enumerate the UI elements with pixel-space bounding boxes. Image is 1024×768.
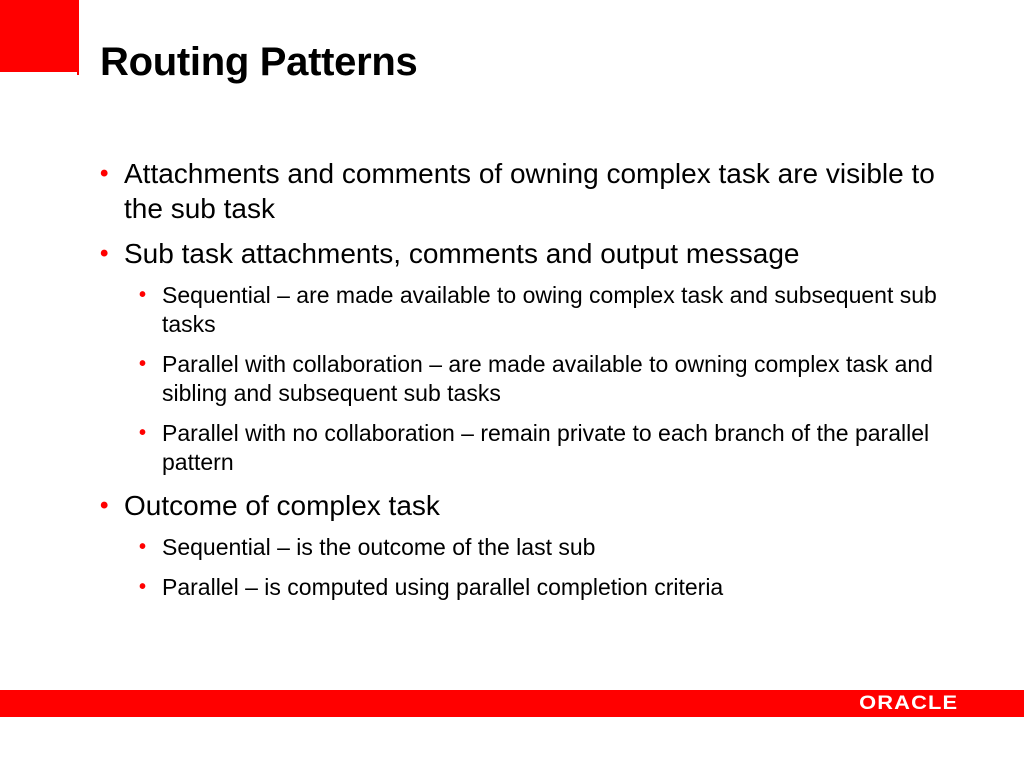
corner-accent-line xyxy=(77,0,79,75)
bullet-text: Sub task attachments, comments and output message xyxy=(124,238,800,269)
sub-bullet-item xyxy=(100,573,980,602)
bullet-dot-icon: • xyxy=(100,492,109,519)
sub-bullet-item xyxy=(100,419,980,477)
bullet-text: Sequential – are made available to owing complex task and subsequent sub tasks xyxy=(162,282,937,337)
bullet-dot-icon: • xyxy=(100,240,109,267)
bullet-text: Outcome of complex task xyxy=(124,490,440,521)
bullet-dot-icon: • xyxy=(139,536,147,558)
footer-bar xyxy=(0,690,1024,717)
corner-accent-gap xyxy=(0,72,77,75)
bullet-text: Parallel – is computed using parallel completion criteria xyxy=(162,574,724,600)
sub-bullet-item xyxy=(100,533,980,562)
bullet-list xyxy=(100,156,980,613)
bullet-item xyxy=(100,488,980,523)
bullet-text: Sequential – is the outcome of the last sub xyxy=(162,534,596,560)
bullet-dot-icon: • xyxy=(100,160,109,187)
bullet-dot-icon: • xyxy=(139,422,147,444)
slide-title: Routing Patterns xyxy=(100,40,418,84)
bullet-item xyxy=(100,156,980,226)
bullet-text: Parallel with collaboration – are made available to owning complex task and sibling and subsequent sub tasks xyxy=(162,351,933,406)
bullet-text: Attachments and comments of owning complex task are visible to the sub task xyxy=(124,158,935,224)
sub-bullet-item xyxy=(100,281,980,339)
sub-bullet-item xyxy=(100,350,980,408)
bullet-dot-icon: • xyxy=(139,353,147,375)
bullet-text: Parallel with no collaboration – remain private to each branch of the parallel pattern xyxy=(162,420,930,475)
corner-accent-block xyxy=(0,0,77,72)
bullet-dot-icon: • xyxy=(139,576,147,598)
bullet-item xyxy=(100,236,980,271)
bullet-dot-icon: • xyxy=(139,284,147,306)
oracle-logo: ORACLE xyxy=(858,693,958,714)
